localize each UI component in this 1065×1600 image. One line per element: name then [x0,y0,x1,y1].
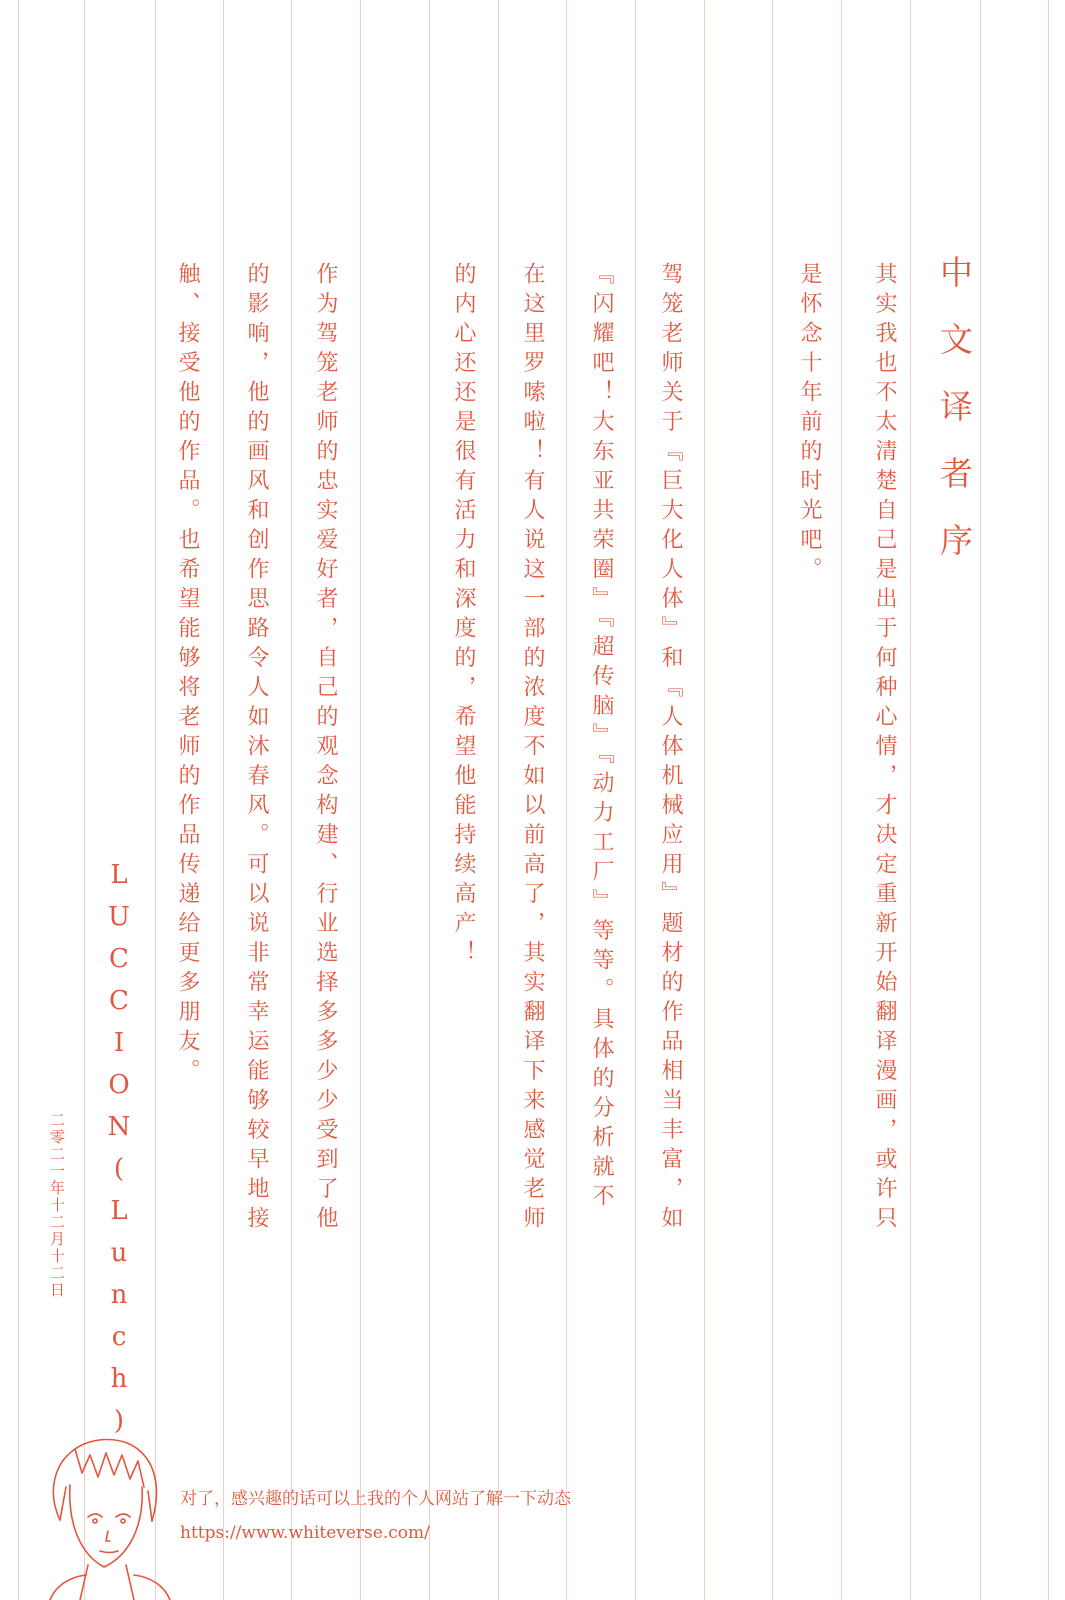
ruled-line [429,0,430,1600]
ruled-line [223,0,224,1600]
ruled-line [498,0,499,1600]
ruled-line [772,0,773,1600]
ruled-line [704,0,705,1600]
ruled-line [841,0,842,1600]
ruled-line [291,0,292,1600]
text-column: 其实我也不太清楚自己是出于何种心情，才决定重新开始翻译漫画，或许只 [872,262,897,1236]
ruled-line [18,0,19,1600]
text-column: 作为驾笼老师的忠实爱好者，自己的观念构建、行业选择多多少少受到了他 [313,262,338,1236]
ruled-line [84,0,85,1600]
ruled-line [566,0,567,1600]
ruled-line [360,0,361,1600]
ruled-line [980,0,981,1600]
text-column: 在这里罗嗦啦！有人说这一部的浓度不如以前高了，其实翻译下来感觉老师 [520,262,545,1236]
preface-heading: 中文译者序 [935,255,974,590]
website-link[interactable]: https://www.whiteverse.com/ [180,1523,430,1543]
text-column: 的影响，他的画风和创作思路令人如沐春风。可以说非常幸运能够较早地接 [244,262,269,1236]
ruled-line [1048,0,1049,1600]
text-column: 是怀念十年前的时光吧。 [797,262,822,587]
signing-date: 二零二一年十二月十二日 [48,1112,66,1299]
ruled-line [635,0,636,1600]
text-column: 触、接受他的作品。也希望能够将老师的作品传递给更多朋友。 [175,262,200,1088]
text-column: 『闪耀吧！大东亚共荣圈』『超传脑』『动力工厂』等等。具体的分析就不 [589,262,614,1214]
ruled-line [155,0,156,1600]
face-sketch-illustration [30,1425,180,1600]
text-column: 驾笼老师关于『巨大化人体』和『人体机械应用』题材的作品相当丰富，如 [658,262,683,1236]
translator-signature: LUCCION(Lunch) [104,860,134,1448]
ruled-line [910,0,911,1600]
footer-note: 对了，感兴趣的话可以上我的个人网站了解一下动态 [180,1489,571,1509]
text-column: 的内心还还是很有活力和深度的，希望他能持续高产！ [451,262,476,970]
